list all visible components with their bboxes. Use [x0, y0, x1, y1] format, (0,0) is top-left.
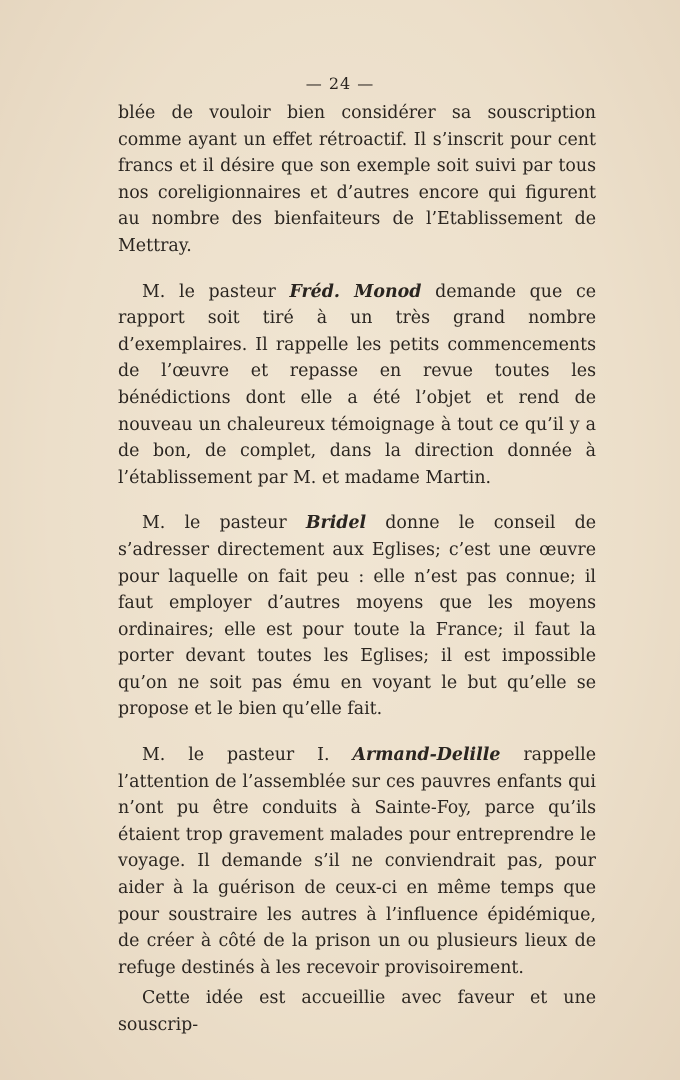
paragraph-text: donne le conseil de s’adresser directement aux Eglises; c’est une œuvre pour laquelle on fait peu : elle n’est pas connue; il faut employer d’autres moyens que les moyens ordinaires; elle est pour toute la France; il faut la porter devant toutes les Eglises; il est impossible qu’on ne soit pas ému en voyant le but qu’elle se propose et le bien qu’elle fait. [118, 513, 597, 720]
paragraph-text: M. le pasteur [142, 513, 306, 534]
paragraph-continuation [118, 100, 596, 260]
paragraph-text: rappelle l’attention de l’assemblée sur ces pauvres enfants qui n’ont pu être conduits à Sainte-Foy, parce qu’ils étaient trop gravement malades pour entreprendre le voyage. Il demande s’il ne conviendrait pas, pour aider à la guérison de ceux-ci en même temps que pour soustraire les autres à l’influence épidémique, de créer à côté de la prison un ou plusieurs lieux de refuge destinés à les recevoir provisoirement. [118, 745, 597, 978]
paragraph-closing [118, 985, 596, 1038]
speaker-name: Armand-Delille [352, 745, 501, 766]
body-text [118, 100, 596, 1039]
paragraph-bridel [118, 510, 596, 723]
paragraph-text: Cette idée est accueillie avec faveur et une souscrip- [118, 988, 596, 1035]
paragraph-text: blée de vouloir bien considérer sa souscription comme ayant un effet rétroactif. Il s’inscrit pour cent francs et il désire que son exemple soit suivi par tous nos coreligionnaires et d’autres encore qui figurent au nombre des bienfaiteurs de l’Etablissement de Mettray. [118, 103, 596, 256]
paragraph-monod [118, 279, 596, 492]
paragraph-text: M. le pasteur [142, 281, 290, 302]
paragraph-armand-delille [118, 742, 596, 981]
speaker-name: Bridel [305, 513, 367, 534]
paragraph-text: M. le pasteur I. [142, 745, 353, 766]
page-number: — 24 — [305, 74, 375, 93]
speaker-name: Fréd. Monod [289, 281, 422, 302]
paragraph-text: demande que ce rapport soit tiré à un très grand nombre d’exemplaires. Il rappelle les petits commencements de l’œuvre et repasse en revue toutes les bénédictions dont elle a été l’objet et rend de nouveau un chaleureux témoignage à tout ce qu’il y a de bon, de complet, dans la direction donnée à l’établissement par M. et madame Martin. [118, 281, 597, 488]
